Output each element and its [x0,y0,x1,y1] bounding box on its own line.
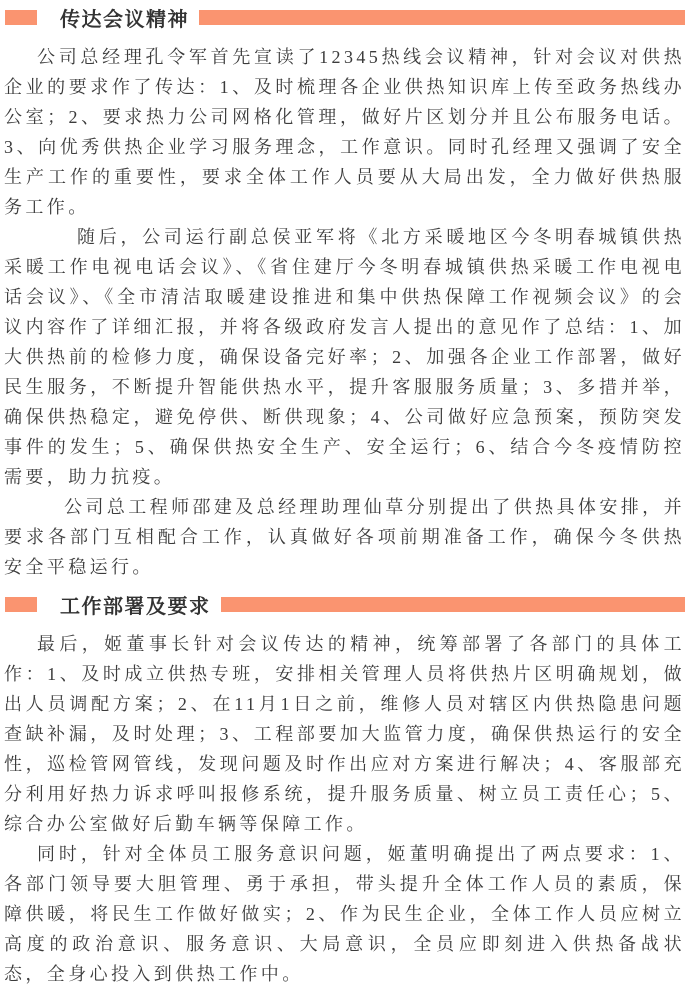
header-accent-bar [199,10,685,25]
paragraph-meeting-spirit-3: 公司总工程师邵建及总经理助理仙草分别提出了供热具体安排，并要求各部门互相配合工作，认真做好各项前期准备工作，确保今冬供热安全平稳运行。 [4,497,685,577]
header-accent-block-icon [5,597,37,612]
header-accent-block-icon [5,10,37,25]
paragraph-work-deployment-2: 同时，针对全体员工服务意识问题，姬董明确提出了两点要求：1、各部门领导要大胆管理、勇于承担，带头提升全体工作人员的素质，保障供暖，将民生工作做好做实；2、作为民生企业，全体工作人员应树立高度的政治意识、服务意识、大局意识，全员应即刻进入供热备战状态，全身心投入到供热工作中。 [4,844,685,984]
paragraph-meeting-spirit-1: 公司总经理孔令军首先宣读了12345热线会议精神，针对会议对供热企业的要求作了传达：1、及时梳理各企业供热知识库上传至政务热线办公室；2、要求热力公司网格化管理，做好片区划分并且公布服务电话。3、向优秀供热企业学习服务理念，工作意识。同时孔经理又强调了安全生产工作的重要性，要求全体工作人员要从大局出发，全力做好供热服务工作。 [4,47,685,217]
section-title: 传达会议精神 [60,8,189,31]
paragraph-work-deployment-1: 最后，姬董事长针对会议传达的精神，统筹部署了各部门的具体工作：1、及时成立供热专班，安排相关管理人员将供热片区明确规划，做出人员调配方案；2、在11月1日之前，维修人员对辖区内供热隐患问题查缺补漏，及时处理；3、工程部要加大监管力度，确保供热运行的安全性，巡检管网管线，发现问题及时作出应对方案进行解决；4、客服部充分利用好热力诉求呼叫报修系统，提升服务质量、树立员工责任心；5、综合办公室做好后勤车辆等保障工作。 [4,634,685,834]
section-title: 工作部署及要求 [60,595,211,618]
section-header-work-deployment [4,592,685,616]
header-accent-bar [221,597,686,612]
section-header-convey-spirit [4,5,685,29]
paragraph-meeting-spirit-2: 随后，公司运行副总侯亚军将《北方采暖地区今冬明春城镇供热采暖工作电视电话会议》、《省住建厅今冬明春城镇供热采暖工作电视电话会议》、《全市清洁取暖建设推进和集中供热保障工作视频会议》的会议内容作了详细汇报，并将各级政府发言人提出的意见作了总结：1、加大供热前的检修力度，确保设备完好率；2、加强各企业工作部署，做好民生服务，不断提升智能供热水平，提升客服服务质量；3、多措并举，确保供热稳定，避免停供、断供现象；4、公司做好应急预案，预防突发事件的发生；5、确保供热安全生产、安全运行；6、结合今冬疫情防控需要，助力抗疫。 [4,227,685,487]
